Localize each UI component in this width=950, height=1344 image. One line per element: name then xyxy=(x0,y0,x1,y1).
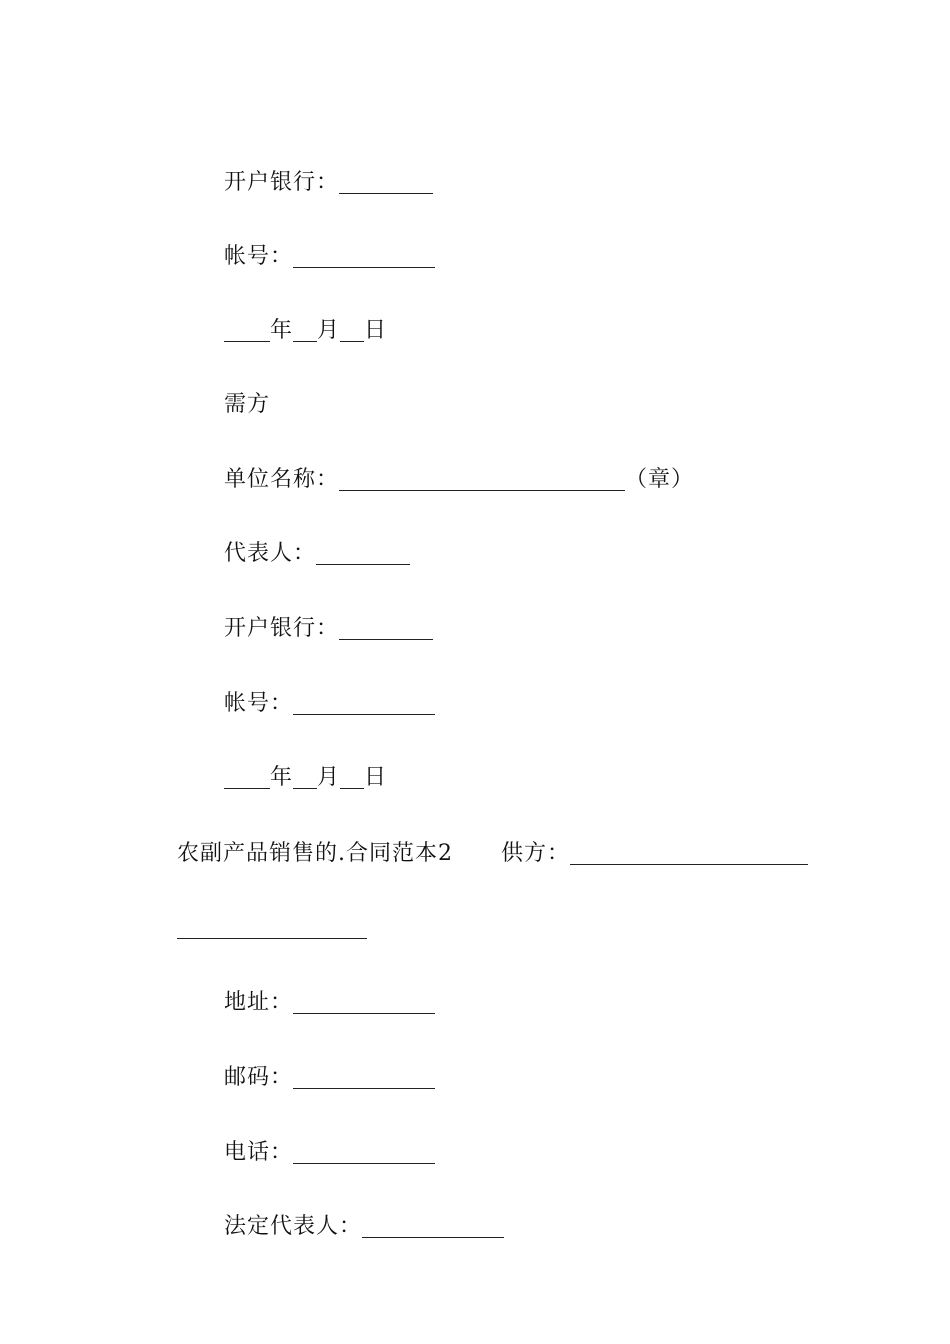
month-label: 月 xyxy=(317,765,341,790)
day-blank[interactable] xyxy=(340,319,364,342)
supplier-continuation-blank[interactable] xyxy=(177,916,367,939)
day-label: 日 xyxy=(364,318,388,343)
address-label: 地址： xyxy=(223,990,293,1015)
legal-representative-line xyxy=(192,1182,504,1272)
address-blank[interactable] xyxy=(293,991,435,1014)
year-label: 年 xyxy=(269,318,293,343)
supplier-label: 供方： xyxy=(500,841,570,866)
month-blank[interactable] xyxy=(293,766,317,789)
day-blank[interactable] xyxy=(340,766,364,789)
unit-name-label: 单位名称： xyxy=(223,467,339,492)
month-blank[interactable] xyxy=(293,319,317,342)
unit-name-blank[interactable] xyxy=(339,468,625,491)
phone-label: 电话： xyxy=(223,1140,293,1165)
representative-label: 代表人： xyxy=(223,541,316,566)
account-label: 帐号： xyxy=(223,691,293,716)
bank-blank[interactable] xyxy=(339,617,433,640)
legal-representative-label: 法定代表人： xyxy=(223,1214,362,1239)
month-label: 月 xyxy=(317,318,341,343)
year-label: 年 xyxy=(269,765,293,790)
year-blank[interactable] xyxy=(224,319,270,342)
account-blank[interactable] xyxy=(293,692,435,715)
postcode-label: 邮码： xyxy=(223,1065,293,1090)
bank-label: 开户银行： xyxy=(223,616,339,641)
seal-label: （章） xyxy=(625,467,695,492)
bank-blank[interactable] xyxy=(339,171,433,194)
contract-title: 农副产品销售的.合同范本2 xyxy=(176,841,453,866)
demand-party-label: 需方 xyxy=(223,392,270,417)
day-label: 日 xyxy=(364,765,388,790)
legal-representative-blank[interactable] xyxy=(362,1215,504,1238)
representative-blank[interactable] xyxy=(316,542,410,565)
postcode-blank[interactable] xyxy=(293,1066,435,1089)
phone-blank[interactable] xyxy=(293,1141,435,1164)
account-blank[interactable] xyxy=(293,245,435,268)
bank-label: 开户银行： xyxy=(223,170,339,195)
year-blank[interactable] xyxy=(224,766,270,789)
supplier-blank[interactable] xyxy=(570,842,808,865)
account-label: 帐号： xyxy=(223,244,293,269)
